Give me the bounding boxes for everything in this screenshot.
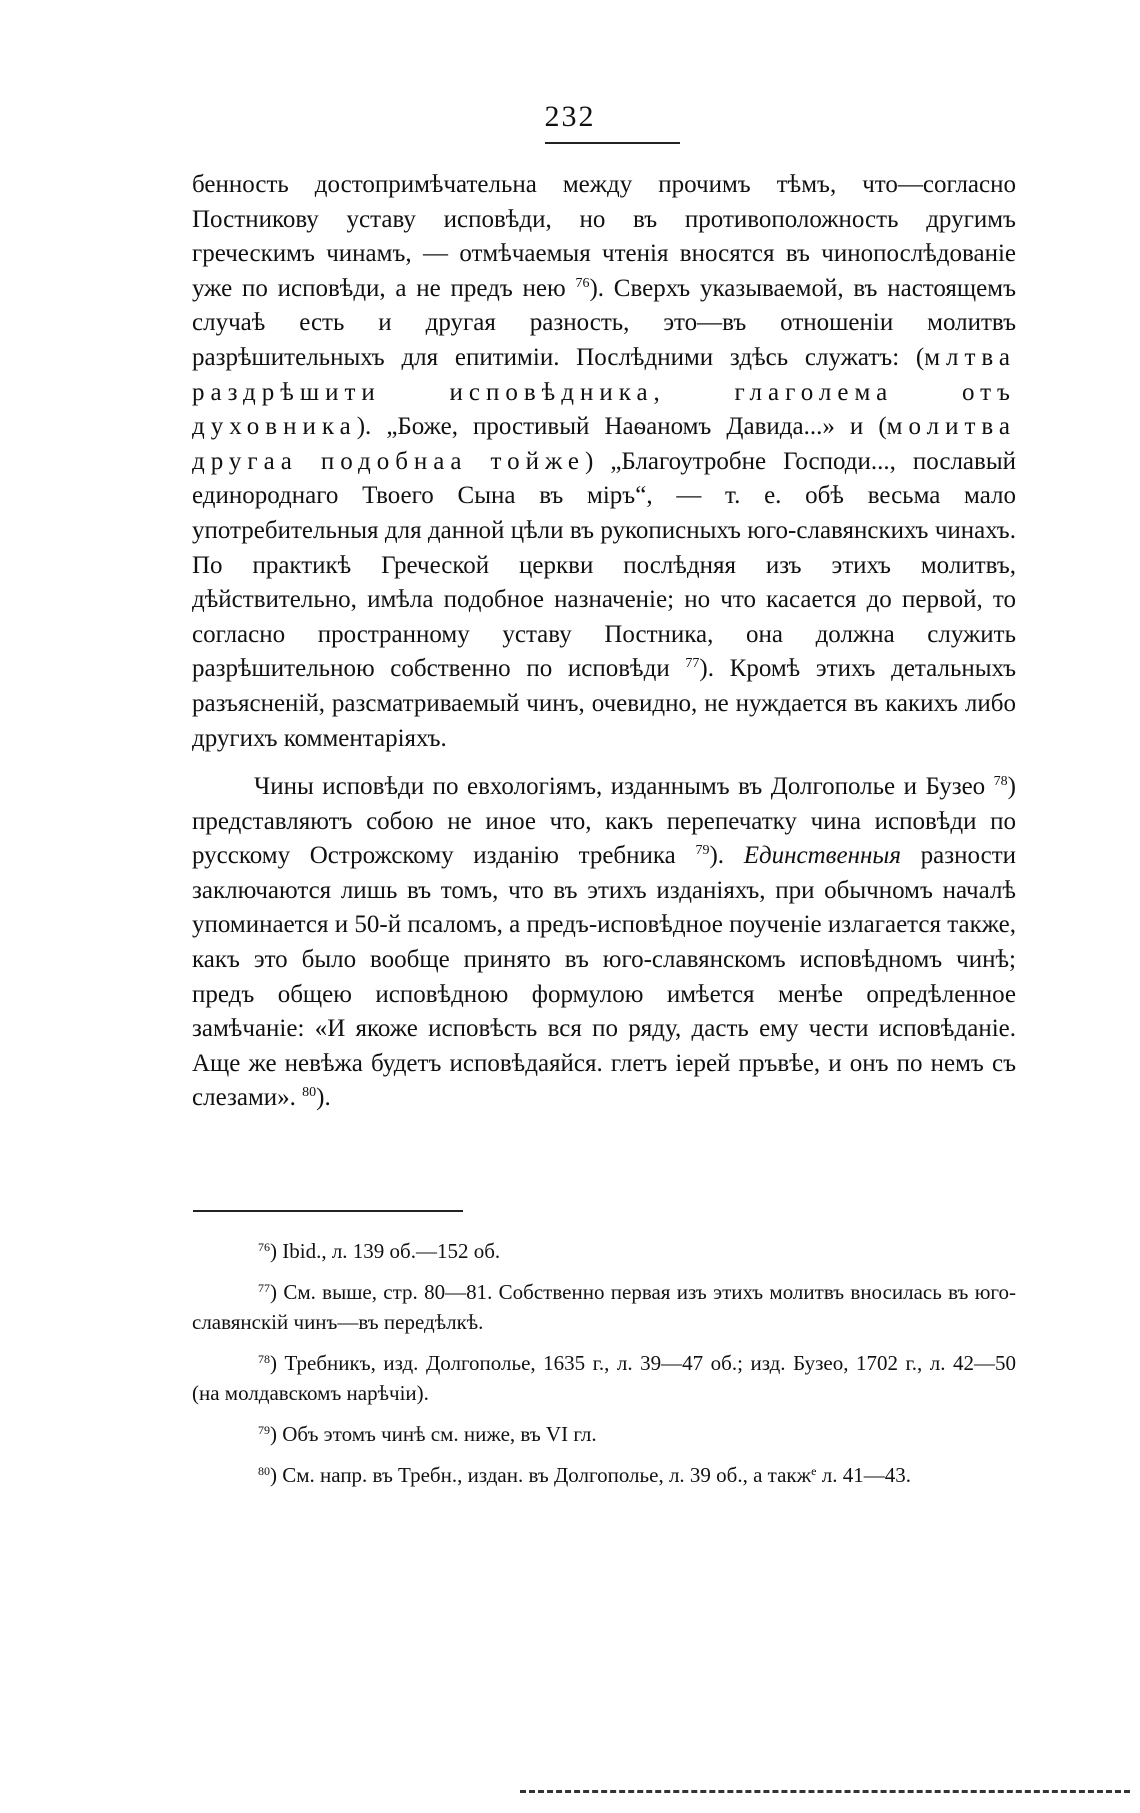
footnote-number: 78 [258, 1352, 270, 1366]
main-text [192, 168, 1016, 1116]
footnote-ref-79: 79 [695, 843, 710, 859]
footnote-text: ) Ibid., л. 139 об.—152 об. [270, 1239, 501, 1263]
footnote-text: л. 41—43. [816, 1463, 911, 1487]
footnote-separator [193, 1210, 463, 1212]
footnote-ref-77: 77 [685, 656, 700, 672]
text-run: ) представляютъ собою не иное что, какъ перепечатку чина исповѣди по русскому Острожскому изданію требника [192, 773, 1016, 870]
footnote-raised-letter: е [811, 1464, 817, 1478]
footnote-ref-80: 80 [302, 1085, 317, 1101]
text-run: ). Сверхъ указываемой, въ настоящемъ случаѣ есть и другая разность, это—въ отношеніи молитвъ разрѣшительныхъ для епитиміи. Послѣдними здѣсь служатъ: ( [192, 274, 1017, 371]
text-run: ). Кромѣ этихъ детальныхъ разъясненій, разсматриваемый чинъ, очевидно, не нуждается въ какихъ либо другихъ комментаріяхъ. [192, 655, 1016, 752]
footnotes [192, 1236, 1016, 1501]
footnote-number: 80 [258, 1464, 270, 1478]
footnote-ref-78: 78 [993, 774, 1008, 790]
page-number: 232 [544, 100, 596, 133]
text-run: ) „Благоутробне Господи..., пославый единороднаго Твоего Сына въ міръ“, — т. е. обѣ весьма мало употребительныя для данной цѣли въ рукописныхъ юго-славянскихъ чинахъ. По практикѣ Греческой церкви послѣдняя изъ этихъ молитвъ, дѣйствительно, имѣла подобное назначеніе; но что касается до первой, то согласно пространному уставу Постника, она должна служить разрѣшительною собственно по исповѣди [192, 447, 1016, 683]
paragraph-1 [192, 168, 1016, 756]
footnote-text: ) См. выше, стр. 80—81. Собственно первая изъ этихъ молитвъ вносилась въ юго-славянскій чинъ—въ передѣлкѣ. [192, 1280, 1016, 1334]
footnote-77 [192, 1277, 1016, 1337]
footnote-76 [192, 1236, 1016, 1266]
text-run: ). [709, 842, 725, 870]
footnote-number: 77 [258, 1281, 270, 1295]
spaced-text-run: молитва другаа подобнаа тойже [192, 413, 1016, 475]
footnote-number: 79 [258, 1423, 270, 1437]
spaced-text-run: млтва раздрѣшити исповѣдника, глаголема отъ духовника [192, 343, 1016, 441]
footnote-text: ) Требникъ, изд. Долгополье, 1635 г., л. 39—47 об.; изд. Бузео, 1702 г., л. 42—50 (на молдавскомъ нарѣчіи). [192, 1351, 1016, 1405]
footnote-80 [192, 1460, 1016, 1490]
footnote-79 [192, 1419, 1016, 1449]
text-run: разности заключаются лишь въ томъ, что въ этихъ изданіяхъ, при обычномъ началѣ упоминается и 50-й псаломъ, а предъ-исповѣдное поученіе излагается также, какъ это было вообще принято въ юго-славянскомъ исповѣдномъ чинѣ; предъ общею исповѣдною формулою имѣется менѣе опредѣленное замѣчаніе: «И якоже исповѣсть вся по ряду, дасть ему чести исповѣданіе. Аще же невѣжа будетъ исповѣдаяйся. глетъ іерей пръвѣе, и онъ по немъ съ слезами». [192, 842, 1017, 1112]
text-run: ). „Боже, простивый Наѳаномъ Давида...» и ( [356, 413, 887, 441]
footnote-78 [192, 1348, 1016, 1408]
text-run: бенность достопримѣчательна между прочимъ тѣмъ, что—согласно Постникову уставу исповѣди, но въ противоположность другимъ греческимъ чинамъ, — отмѣчаемыя чтенія вносятся въ чинопослѣдованіе уже по исповѣди, а не предъ нею [192, 171, 1016, 302]
italic-text-run: Единственныя [743, 842, 901, 870]
text-run: Чины исповѣди по евхологіямъ, изданнымъ въ Долгополье и Бузео [254, 773, 986, 801]
text-run: ). [316, 1084, 331, 1112]
bottom-print-artifact [520, 1790, 1130, 1793]
footnote-ref-76: 76 [575, 275, 590, 291]
page-number-underline [545, 142, 680, 144]
footnote-text: ) См. напр. въ Требн., издан. въ Долгополье, л. 39 об., а такж [270, 1463, 812, 1487]
footnote-number: 76 [258, 1240, 270, 1254]
paragraph-2 [192, 770, 1016, 1116]
footnote-text: ) Объ этомъ чинѣ см. ниже, въ VI гл. [270, 1422, 597, 1446]
